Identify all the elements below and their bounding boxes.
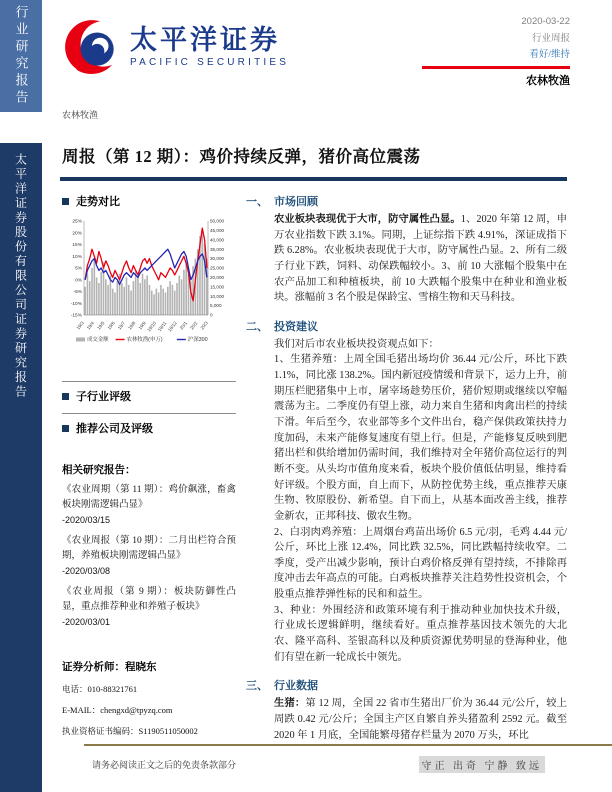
svg-text:19/3: 19/3: [75, 320, 85, 331]
trend-compare-heading: [62, 193, 236, 209]
section-industry-data: [246, 677, 567, 743]
square-bullet-icon: [62, 198, 69, 205]
paragraph: 我们对后市农业板块投资观点如下：: [274, 338, 439, 350]
analyst-email: E-MAIL：chengxd@tpyzq.com: [62, 705, 173, 716]
paragraph-text: 1、2020 年第 12 周，申万农业指数下跌 3.1%。同期，上证综指下跌 4.91%，深证成指下跌 6.28%。农业板块表现优于大市，防守属性凸显。2、所有二级子行业下跌，饲料、动保跌幅较小。3、前 10 大涨幅个股集中在农产品加工和种植板块，前 10 大跌幅个股集中在种业和渔业板块。涨幅前 3 名个股是保龄宝、雪榕生物和天马科技。: [274, 214, 567, 304]
analyst-license: 执业资格证书编码：S1190511050002: [62, 726, 198, 737]
pacific-securities-logo-icon: [62, 16, 124, 78]
report-title: 周报（第 12 期）：鸡价持续反弹，猪价高位震荡: [62, 147, 421, 166]
section-number: 一、: [246, 196, 268, 208]
svg-text:0: 0: [210, 312, 213, 318]
svg-text:25%: 25%: [72, 219, 82, 225]
right-column: [246, 187, 567, 743]
page-content: [42, 0, 612, 792]
report-meta: [420, 14, 570, 91]
svg-text:35,000: 35,000: [210, 246, 225, 252]
svg-text:19/11: 19/11: [156, 320, 168, 333]
square-bullet-icon: [62, 425, 69, 432]
sidebar-report-type-label: 行业研究报告: [13, 5, 29, 107]
page-header: [42, 0, 612, 100]
trend-compare-label: 走势对比: [76, 196, 120, 208]
svg-text:-5%: -5%: [73, 290, 82, 296]
section-heading: [246, 677, 567, 693]
svg-text:50,000: 50,000: [210, 218, 225, 224]
related-report-item: [62, 585, 236, 630]
report-type: 行业周报: [531, 32, 570, 44]
paragraph: 2、白羽肉鸡养殖：上周烟台鸡苗出场价 6.5 元/羽，毛鸡 4.44 元/公斤，环比上涨 12.4%，同比跌 32.5%，同比跌幅持续收窄。二季度，受产出减少影响，预计白鸡价格反弹有望持续，不排除再度冲击去年高点的可能。白鸡板块推荐关注趋势性投资机会，个股重点推荐弹性标的民和和益生。: [274, 526, 567, 601]
report-date: 2020-03-22: [521, 16, 570, 27]
logo-text: [130, 26, 289, 67]
trend-chart-wrap: [62, 215, 236, 372]
svg-text:沪深300: 沪深300: [187, 337, 208, 343]
svg-text:-10%: -10%: [70, 301, 82, 307]
paragraph: 3、种业：外围经济和政策环境有利于推动种业加快技术升级，行业成长逻辑鲜明，继续看好。重点推荐基因技术领先的大北农、隆平高科、荃银高科以及种质资源优势明显的登海种业，他们有望在新一轮成长中领先。: [274, 604, 567, 663]
svg-text:农林牧渔(申万): 农林牧渔(申万): [126, 337, 163, 343]
logo-name-en: PACIFIC SECURITIES: [130, 56, 290, 68]
two-column-body: [42, 181, 612, 743]
svg-text:25,000: 25,000: [210, 265, 225, 271]
paragraph-lead: 农业板块表现优于大市，防守属性凸显。: [274, 214, 461, 225]
left-column: [62, 187, 236, 743]
svg-text:5%: 5%: [75, 266, 82, 272]
related-report-date: -2020/03/01: [62, 616, 111, 627]
recommend-heading: [62, 420, 236, 436]
related-report-date: -2020/03/08: [62, 566, 111, 577]
sidebar-company-band: [0, 143, 42, 792]
section-body: [274, 212, 567, 306]
analyst-block: [62, 659, 236, 737]
trend-chart: [62, 215, 234, 367]
section-title: 投资建议: [274, 320, 318, 333]
svg-text:40,000: 40,000: [210, 237, 225, 243]
sidebar-report-type-band: [0, 0, 42, 112]
section-body: [274, 337, 567, 665]
section-title: 市场回顾: [274, 196, 318, 208]
svg-text:19/9: 19/9: [137, 320, 147, 331]
industry-rating: 看好/维持: [529, 50, 570, 61]
svg-text:19/12: 19/12: [166, 320, 178, 333]
svg-text:19/7: 19/7: [116, 320, 127, 331]
paragraph-lead: 生猪：: [274, 698, 306, 710]
footer-row: [84, 746, 612, 773]
square-bullet-icon: [62, 393, 69, 400]
analyst-name: 证券分析师：程晓东: [62, 662, 157, 674]
section-number: 三、: [246, 680, 268, 693]
logo-name-cn: 太平洋证券: [130, 25, 280, 56]
section-investment-advice: [246, 318, 567, 665]
related-report-title: 《农业周期（第 11 期）：鸡价飙涨，畜禽板块刚需逻辑凸显》: [62, 485, 236, 511]
section-number: 二、: [246, 320, 268, 333]
section-heading: [246, 318, 567, 334]
svg-text:成交金额: 成交金额: [87, 337, 109, 343]
related-report-date: -2020/03/15: [62, 515, 111, 526]
industry-name: 农林牧渔: [526, 74, 570, 87]
svg-text:-15%: -15%: [70, 313, 82, 319]
svg-text:10%: 10%: [72, 254, 82, 260]
paragraph: [274, 212, 567, 306]
svg-text:19/6: 19/6: [106, 320, 116, 331]
svg-text:20/2: 20/2: [189, 320, 199, 331]
sub-industry-rating-heading: [62, 388, 236, 404]
related-reports-heading: 相关研究报告：: [62, 465, 136, 476]
svg-text:10,000: 10,000: [210, 293, 225, 299]
svg-text:30,000: 30,000: [210, 256, 225, 262]
svg-text:19/10: 19/10: [146, 320, 158, 333]
disclaimer-text: 请务必阅读正文之后的免责条款部分: [92, 760, 237, 770]
section-body: [274, 696, 567, 743]
divider: [62, 413, 236, 414]
section-title: 行业数据: [274, 680, 318, 693]
svg-text:19/5: 19/5: [96, 320, 106, 331]
related-report-item: [62, 534, 236, 579]
recommend-label: 推荐公司及评级: [76, 423, 153, 435]
related-report-title: 《农业周报（第 10 期）：二月出栏符合预期，养殖板块刚需逻辑凸显》: [62, 535, 236, 561]
paragraph-text: 第 12 周，全国 22 省市生猪出厂价为 36.44 元/公斤，较上周跌 0.42 元/公斤；全国主产区自繁自养头猪盈利 2592 元。截至 2020 年 1 月底，全国能繁母猪存栏量为 2070 万头，环比: [274, 698, 568, 741]
section-market-review: [246, 193, 567, 306]
company-motto: 守正 出奇 宁静 致远: [419, 756, 546, 773]
svg-text:20%: 20%: [72, 231, 82, 237]
svg-text:45,000: 45,000: [210, 228, 225, 233]
page-footer: [84, 744, 612, 792]
related-report-title: 《农业周报（第 9 期）：板块防御性凸显，重点推荐种业和养殖子板块》: [62, 586, 236, 612]
sidebar-company-label: 太平洋证券股份有限公司证券研究报告: [13, 153, 28, 400]
svg-text:15,000: 15,000: [210, 284, 225, 290]
industry-small-label: 农林牧渔: [62, 110, 99, 120]
svg-text:0%: 0%: [75, 278, 82, 284]
svg-text:20/3: 20/3: [199, 320, 209, 331]
svg-text:19/4: 19/4: [85, 320, 96, 331]
svg-text:19/8: 19/8: [127, 320, 137, 331]
svg-text:20,000: 20,000: [210, 275, 225, 280]
paragraph: [274, 696, 567, 743]
divider: [62, 381, 236, 382]
svg-text:20/1: 20/1: [178, 320, 189, 331]
analyst-phone: 电话：010-88321761: [62, 684, 138, 695]
related-report-item: [62, 483, 236, 528]
sub-industry-rating-label: 子行业评级: [76, 391, 131, 403]
section-heading: [246, 193, 567, 209]
svg-text:15%: 15%: [72, 243, 82, 249]
paragraph: 1、生猪养殖：上周全国毛猪出场均价 36.44 元/公斤，环比下跌 1.1%，同比涨 138.2%。国内新冠疫情缓和背景下，运力上升，前期压栏肥猪集中上市，屠宰场趁势压价，猪价短期或继续以窄幅震荡为主。二季度仍有望上涨，动力来自生猪和肉禽出栏的持续下滑。年后至今，农业部等多个文件出台，稳产保供政策扶持力度加码，未来产能修复速度有望上行。但是，产能修复反映到肥猪出栏和供给增加仍需时间，我们维持对全年猪价高位运行的判断不变。从头均市值角度来看，板块个股价值低估明显，维持看好评级。个股方面，自上而下，从防控优势主线，重点推荐天康生物、牧原股份、新希望。自下而上，从基本面改善主线，推荐金新农，正邦科技、傲农生物。: [274, 354, 567, 522]
red-divider: [422, 66, 570, 69]
svg-text:5,000: 5,000: [210, 303, 222, 309]
